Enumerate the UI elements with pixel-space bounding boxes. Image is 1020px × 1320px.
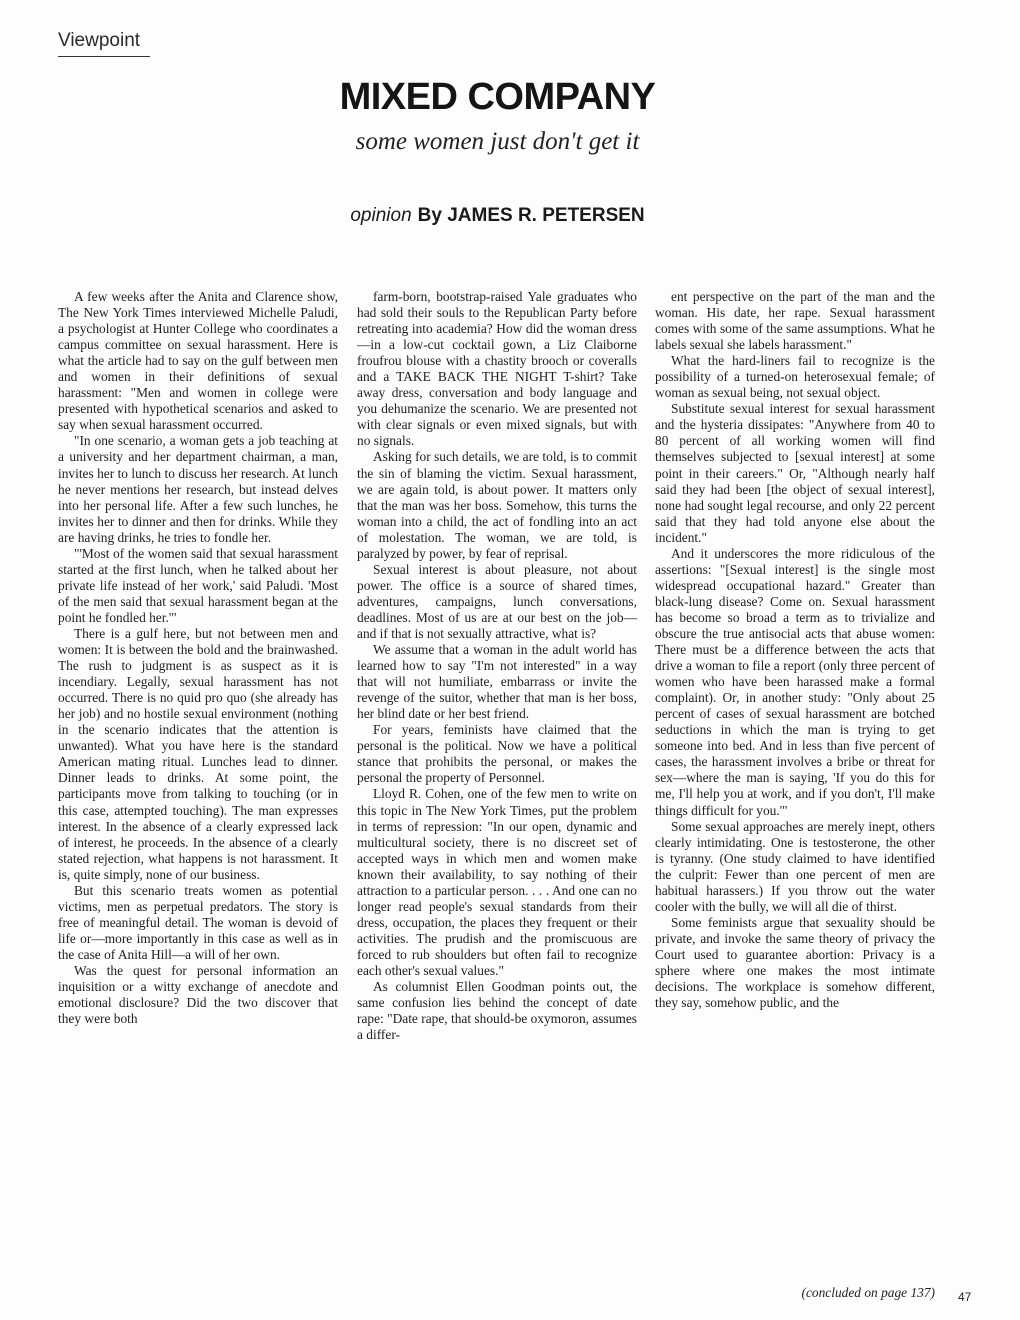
article-column-1 xyxy=(58,289,338,1027)
paragraph: "In one scenario, a woman gets a job teaching at a university and her department chairman, a man, invites her to lunch to discuss her research. At lunch he never mentions her research, but instead delves into her personal life. After a few such lunches, he invites her to dinner and then for drinks. While they are having drinks, he tries to fondle her. xyxy=(58,433,338,545)
section-label: Viewpoint xyxy=(58,30,141,51)
paragraph: For years, feminists have claimed that the personal is the political. Now we have a political stance that prohibits the personal, or makes the personal the property of Personnel. xyxy=(357,722,637,786)
section-underline xyxy=(58,56,150,57)
page-number: 47 xyxy=(958,1290,972,1304)
paragraph: We assume that a woman in the adult world has learned how to say "I'm not interested" in a way that will not humiliate, embarrass or invite the revenge of the suitor, whether that man is her boss, her blind date or her best friend. xyxy=(357,642,637,722)
paragraph: Was the quest for personal information an inquisition or a witty exchange of anecdote and emotional disclosure? Did the two discover that they were both xyxy=(58,962,338,1027)
paragraph: Asking for such details, we are told, is to commit the sin of blaming the victim. Sexual harassment, we are again told, is about power. It matters only that the man was her boss. Somehow, this turns the woman into a child, the act of fondling into an act of molestation. The woman, we are told, is paralyzed by power, by fear of reprisal. xyxy=(357,449,637,561)
paragraph: Lloyd R. Cohen, one of the few men to write on this topic in The New York Times, put the problem in terms of repression: "In our open, dynamic and multicultural society, there is no discreet set of accepted ways in which men and women make known their availability, to say nothing of their attraction to a particular person. . . . And one can no longer read people's sexual standards from their dress, occupation, the places they frequent or their activities. The prudish and the promiscuous are forced to rub shoulders but often fail to recognize each other's sexual values." xyxy=(357,786,637,978)
paragraph: As columnist Ellen Goodman points out, the same confusion lies behind the concept of date rape: "Date rape, that should-be oxymoron, assumes a differ- xyxy=(357,979,637,1043)
article-column-3 xyxy=(655,289,935,1011)
paragraph: Some sexual approaches are merely inept, others clearly intimidating. One is testosterone, the other is tyranny. (One study claimed to have identified the culprit: Fewer than one percent of men are habitual harassers.) If you throw out the water cooler with the bully, we will all die of thirst. xyxy=(655,818,935,914)
paragraph: There is a gulf here, but not between men and women: It is between the bold and the brainwashed. The rush to judgment is as suspect as it is incendiary. Legally, sexual harassment has not occurred. There is no quid pro quo (she already has her job) and no hostile sexual environment (nothing in the scenario indicates that the attention is unwanted). What you have here is the standard American mating ritual. Lunches lead to dinner. Dinner leads to drinks. At some point, the participants move from talking to touching (or in this case, attempted touching). The man expresses interest. In the absence of a clearly expressed lack of interest, he proceeds. In the absence of a clearly stated rejection, what happens is not harassment. It is, quite simply, none of our business. xyxy=(58,625,338,882)
paragraph: "'Most of the women said that sexual harassment started at the first lunch, when he talked about her private life instead of her work,' said Paludi. 'Most of the men said that sexual harassment began at the point he fondled her.'" xyxy=(58,545,338,625)
paragraph: farm-born, bootstrap-raised Yale graduates who had sold their souls to the Republican Party before retreating into academia? How did the woman dress—in a low-cut cocktail gown, a Liz Claiborne froufrou blouse with a chastity brooch or coveralls and a TAKE BACK THE NIGHT T-shirt? Take away dress, conversation and body language and you dehumanize the scenario. We are presented not with clear signals or even mixed signals, but with no signals. xyxy=(357,289,637,449)
paragraph: Sexual interest is about pleasure, not about power. The office is a source of shared times, adventures, campaigns, lunch conversations, deadlines. Most of us are at our best on the job—and if that is not sexually attractive, what is? xyxy=(357,561,637,641)
paragraph: But this scenario treats women as potential victims, men as perpetual predators. The story is free of meaningful detail. The woman is devoid of life or—more importantly in this case as well as in the case of Anita Hill—a will of her own. xyxy=(58,882,338,962)
paragraph: Substitute sexual interest for sexual harassment and the hysteria dissipates: "Anywhere from 40 to 80 percent of all working women will find themselves subjected to [sexual interest] at some point in their careers." Or, "Although nearly half said they had been [the object of sexual interest], none had sought legal recourse, and only 22 percent said that they had told anyone else about the incident." xyxy=(655,401,935,545)
paragraph: What the hard-liners fail to recognize is the possibility of a turned-on heterosexual female; of woman as sexual being, not sexual object. xyxy=(655,353,935,401)
paragraph: A few weeks after the Anita and Clarence show, The New York Times interviewed Michelle Paludi, a psychologist at Hunter College who coordinates a campus committee on sexual harassment. Here is what the article had to say on the gulf between men and women in their definitions of sexual harassment: "Men and women in college were presented with hypothetical scenarios and asked to say when sexual harassment occurred. xyxy=(58,289,338,433)
article-column-2 xyxy=(357,289,637,1043)
dek: some women just don't get it xyxy=(355,128,640,155)
continuation-note: (concluded on page 137) xyxy=(801,1285,935,1300)
byline-author: By JAMES R. PETERSEN xyxy=(417,205,645,226)
paragraph: And it underscores the more ridiculous of the assertions: "[Sexual interest] is the single most widespread occupational hazard." Greater than black-lung disease? Come on. Sexual harassment has become so broad a term as to trivialize and obscure the true antisocial acts that abuse women: There must be a difference between the acts that drive a woman to file a report (only three percent of women who have been harassed make a formal complaint). Or, in another study: "Only about 25 percent of cases of sexual harassment are botched seductions in which the man is trying to get someone into bed. And in less than five percent of cases, the harassment involves a bribe or threat for sex—where the man is saying, 'If you do this for me, I'll help you at work, and if you don't, I'll make things difficult for you.'" xyxy=(655,545,935,818)
headline: MIXED COMPANY xyxy=(339,76,656,118)
paragraph: ent perspective on the part of the man and the woman. His date, her rape. Sexual harassment comes with some of the same assumptions. What he labels sexual she labels harassment." xyxy=(655,289,935,353)
paragraph: Some feminists argue that sexuality should be private, and invoke the same theory of privacy the Court used to guarantee abortion: Privacy is a sphere where one makes the most intimate decisions. The workplace is somehow different, they say, somehow public, and the xyxy=(655,914,935,1011)
byline xyxy=(75,205,920,227)
byline-kicker: opinion xyxy=(350,205,412,226)
